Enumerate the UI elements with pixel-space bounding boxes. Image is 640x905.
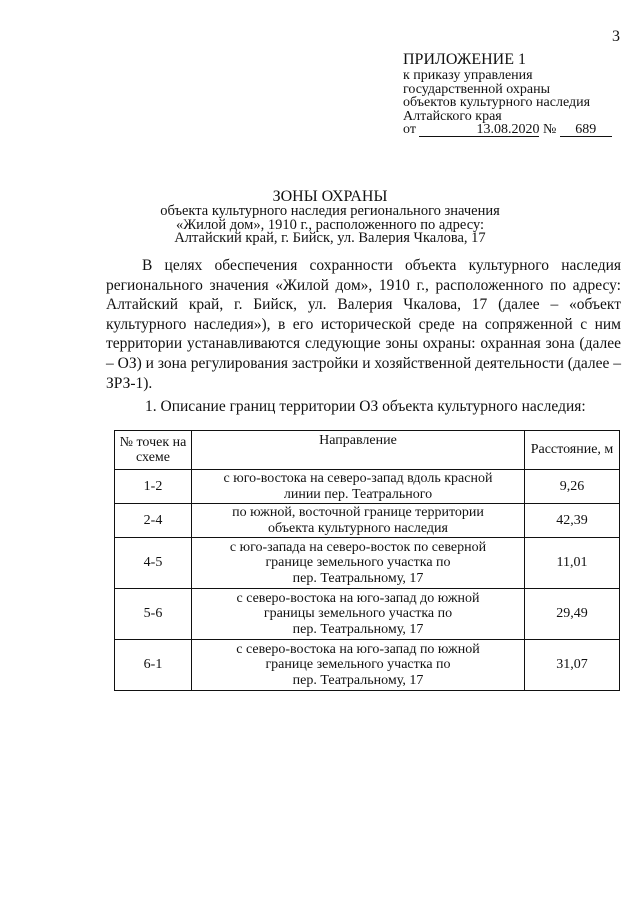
header-direction: Направление — [192, 431, 525, 470]
order-number-sign: № — [542, 122, 557, 137]
direction-line: пер. Театральному, 17 — [292, 621, 424, 637]
order-prefix: от — [403, 122, 416, 137]
intro-paragraph: В целях обеспечения сохранности объекта культурного наследия регионального значения «Жилой дом», 1910 г., расположенного по адресу: Алтайский край, г. Бийск, ул. Валерия Чкалова, 17 (далее – «объект культурного наследия»), в его исторической среде на сопряженной с ним территории устанавливаются следующие зоны охраны: охранная зона (далее – ОЗ) и зона регулирования застройки и хозяйственной деятельности (далее – ЗРЗ-1). — [106, 257, 621, 392]
table-row — [115, 640, 620, 691]
direction-line: с северо-востока на юго-запад по южной — [236, 641, 480, 657]
direction-line: границе земельного участка по — [265, 555, 451, 571]
document-heading — [140, 188, 520, 246]
page-number: 3 — [612, 28, 620, 45]
direction-line: линии пер. Театрального — [283, 486, 433, 502]
direction-line: границе земельного участка по — [265, 657, 451, 673]
cell-point: 5-6 — [115, 589, 192, 640]
direction-line: с северо-востока на юго-запад до южной — [236, 590, 480, 606]
table-row — [115, 538, 620, 589]
order-number: 689 — [560, 123, 612, 137]
table-row — [115, 504, 620, 538]
appendix-line: объектов культурного наследия — [403, 95, 591, 110]
cell-point: 4-5 — [115, 538, 192, 589]
header-distance: Расстояние, м — [525, 431, 620, 470]
appendix-line: Алтайского края — [403, 108, 502, 124]
appendix-line: к приказу управления — [403, 68, 533, 83]
heading-line: «Жилой дом», 1910 г., расположенного по адресу: — [175, 216, 485, 233]
direction-line: объекта культурного наследия — [268, 520, 448, 536]
heading-line: объекта культурного наследия регионального значения — [160, 203, 500, 219]
table-header-row — [115, 431, 620, 470]
boundary-points-table — [114, 430, 620, 691]
cell-point: 6-1 — [115, 640, 192, 691]
appendix-line: государственной охраны — [403, 81, 551, 97]
section-heading: 1. Описание границ территории ОЗ объекта культурного наследия: — [145, 398, 586, 415]
appendix-block — [403, 52, 633, 137]
cell-distance: 42,39 — [525, 504, 620, 538]
cell-distance: 9,26 — [525, 470, 620, 504]
table-row — [115, 470, 620, 504]
direction-line: с юго-востока на северо-запад вдоль красной — [223, 471, 493, 486]
order-line — [403, 123, 633, 137]
header-point: № точек на схеме — [115, 431, 192, 470]
table-row — [115, 589, 620, 640]
direction-line: пер. Театральному, 17 — [292, 570, 424, 586]
order-date: 13.08.2020 — [419, 123, 539, 137]
heading-title: ЗОНЫ ОХРАНЫ — [272, 188, 388, 205]
cell-direction — [192, 589, 525, 640]
cell-direction — [192, 504, 525, 538]
heading-line: Алтайский край, г. Бийск, ул. Валерия Чкалова, 17 — [174, 230, 486, 246]
appendix-title: ПРИЛОЖЕНИЕ 1 — [403, 51, 527, 68]
cell-distance: 11,01 — [525, 538, 620, 589]
cell-point: 1-2 — [115, 470, 192, 504]
direction-line: по южной, восточной границе территории — [232, 505, 484, 520]
cell-distance: 29,49 — [525, 589, 620, 640]
direction-line: с юго-запада на северо-восток по северной — [229, 539, 487, 555]
direction-line: границы земельного участка по — [263, 606, 453, 622]
cell-direction — [192, 640, 525, 691]
cell-point: 2-4 — [115, 504, 192, 538]
cell-distance: 31,07 — [525, 640, 620, 691]
cell-direction — [192, 538, 525, 589]
direction-line: пер. Театральному, 17 — [292, 672, 424, 688]
cell-direction — [192, 470, 525, 504]
